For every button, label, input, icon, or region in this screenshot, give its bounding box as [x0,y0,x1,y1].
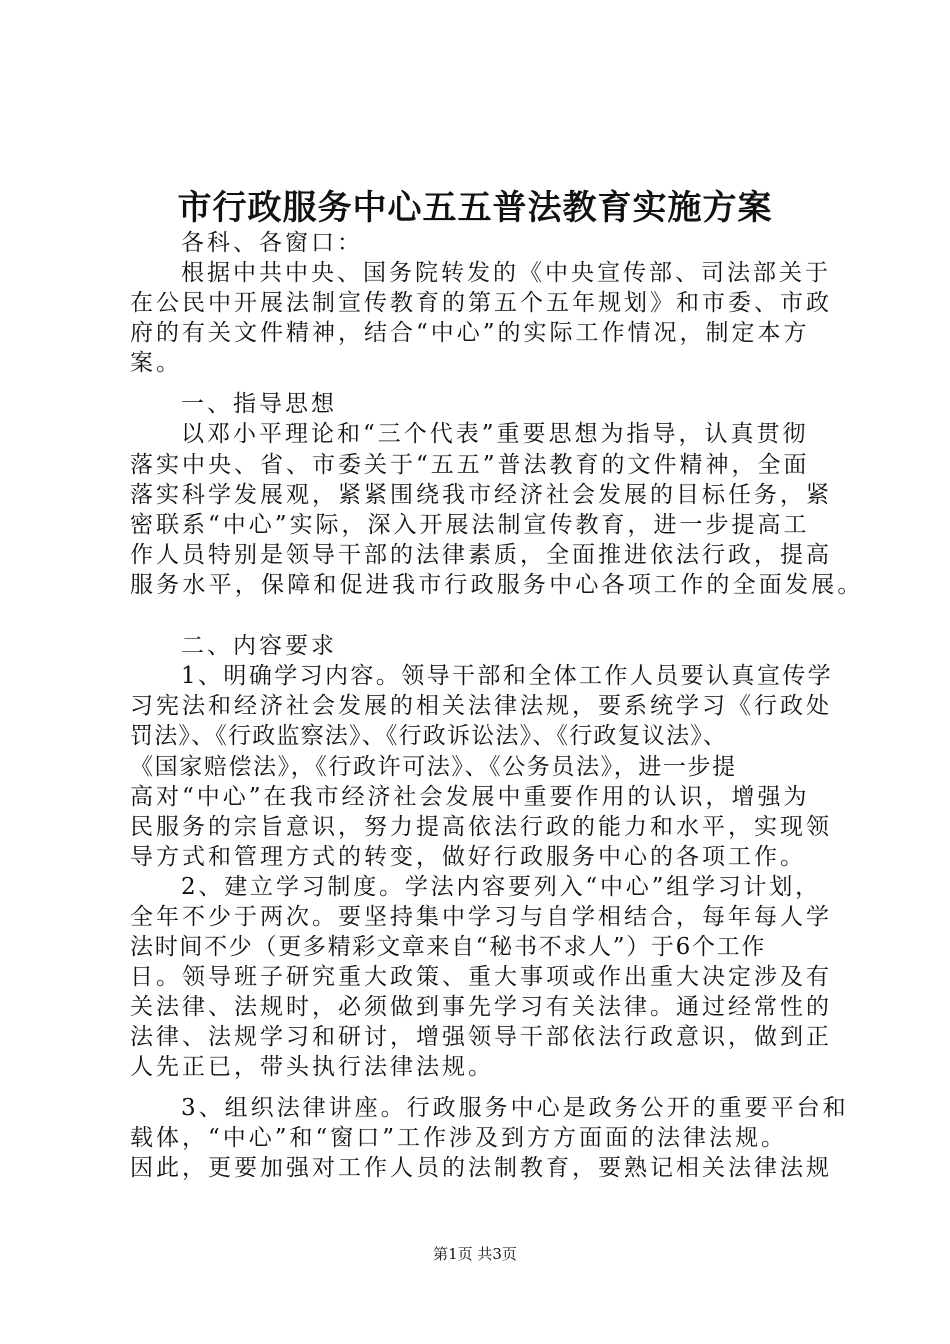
paragraph-line: 二、内容要求 [181,633,337,659]
paragraph-line: 《国家赔偿法》，《行政许可法》、《公务员法》，进一步提 [130,754,737,780]
paragraph-line: 以邓小平理论和“三个代表”重要思想为指导，认真贯彻 [181,421,809,447]
paragraph-line: 落实中央、省、市委关于“五五”普法教育的文件精神，全面 [130,452,810,478]
paragraph-line: 法律、法规学习和研讨，增强领导干部依法行政意识，做到正 [130,1024,832,1050]
paragraph-line: 高对“中心”在我市经济社会发展中重要作用的认识，增强为 [130,784,810,810]
paragraph-line: 一、指导思想 [181,391,337,417]
paragraph-line: 因此，更要加强对工作人员的法制教育，要熟记相关法律法规 [130,1155,832,1181]
paragraph-line: 习宪法和经济社会发展的相关法律法规，要系统学习《行政处 [130,693,832,719]
paragraph-line: 关法律、法规时，必须做到事先学习有关法律。通过经常性的 [130,994,832,1020]
paragraph-line: 导方式和管理方式的转变，做好行政服务中心的各项工作。 [130,844,806,870]
paragraph-line: 全年不少于两次。要坚持集中学习与自学相结合，每年每人学 [130,904,832,930]
paragraph-line: 人先正已，带头执行法律法规。 [130,1054,494,1080]
paragraph-line: 在公民中开展法制宣传教育的第五个五年规划》和市委、市政 [130,290,832,316]
paragraph-line: 落实科学发展观，紧紧围绕我市经济社会发展的目标任务，紧 [130,482,832,508]
page-footer: 第1页 共3页 [433,1245,517,1263]
paragraph-line: 罚法》、《行政监察法》、《行政诉讼法》、《行政复议法》、 [130,723,728,749]
paragraph-line: 载体，“中心”和“窗口”工作涉及到方方面面的法律法规。 [130,1125,788,1151]
paragraph-line: 案。 [130,350,182,376]
paragraph-line: 服务水平，保障和促进我市行政服务中心各项工作的全面发展。 [130,572,864,598]
paragraph-line: 府的有关文件精神，结合“中心”的实际工作情况，制定本方 [130,320,810,346]
paragraph-line: 各科、各窗口： [181,230,363,256]
paragraph-line: 作人员特别是领导干部的法律素质，全面推进依法行政，提高 [130,542,832,568]
paragraph-line: 日。领导班子研究重大政策、重大事项或作出重大决定涉及有 [130,964,832,990]
document-title: 市行政服务中心五五普法教育实施方案 [177,188,773,228]
paragraph-line: 3、组织法律讲座。行政服务中心是政务公开的重要平台和 [181,1095,849,1121]
paragraph-line: 根据中共中央、国务院转发的《中央宣传部、司法部关于 [181,260,831,286]
paragraph-line: 法时间不少（更多精彩文章来自“秘书不求人”）于6个工作 [130,934,767,960]
paragraph-line: 民服务的宗旨意识，努力提高依法行政的能力和水平，实现领 [130,814,832,840]
paragraph-line: 1、明确学习内容。领导干部和全体工作人员要认真宣传学 [181,663,834,689]
paragraph-line: 2、建立学习制度。学法内容要列入“中心”组学习计划， [181,874,821,900]
paragraph-line: 密联系“中心”实际，深入开展法制宣传教育，进一步提高工 [130,512,810,538]
